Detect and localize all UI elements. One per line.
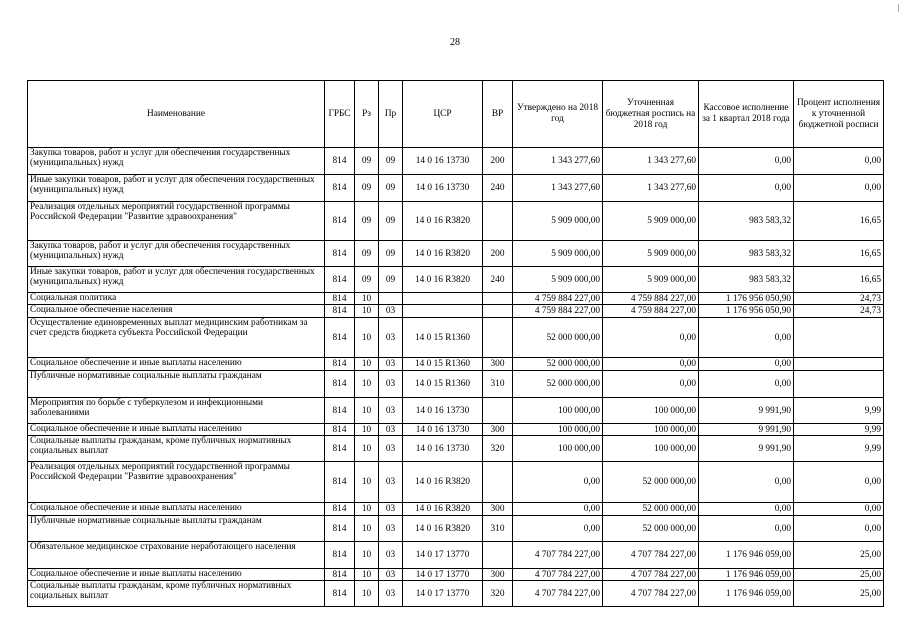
row-approved: 1 343 277,60: [513, 175, 603, 202]
table-row: [28, 581, 884, 607]
row-refined: 0,00: [603, 371, 699, 398]
row-csr: 14 0 16 R3820: [403, 241, 483, 267]
row-refined: 4 707 784 227,00: [603, 569, 699, 581]
table-row: [28, 293, 884, 305]
row-cash: 1 176 956 050,90: [699, 293, 794, 305]
row-refined: 1 343 277,60: [603, 148, 699, 175]
row-csr: 14 0 16 R3820: [403, 267, 483, 293]
row-approved: 4 707 784 227,00: [513, 581, 603, 607]
row-refined: 52 000 000,00: [603, 503, 699, 516]
row-vr: 320: [483, 436, 513, 462]
row-cash: 1 176 946 059,00: [699, 581, 794, 607]
row-percent: 0,00: [794, 148, 884, 175]
table-row: [28, 516, 884, 542]
row-name: Социальное обеспечение и иные выплаты населению: [28, 424, 325, 436]
row-percent: 0,00: [794, 503, 884, 516]
row-csr: 14 0 15 R1360: [403, 371, 483, 398]
row-percent: 16,65: [794, 202, 884, 241]
row-name: Иные закупки товаров, работ и услуг для обеспечения государственных (муниципальных) нужд: [28, 267, 325, 293]
row-vr: 310: [483, 516, 513, 542]
row-grbs: 814: [325, 267, 355, 293]
row-pr: 03: [379, 542, 403, 569]
table-row: [28, 358, 884, 371]
row-pr: 03: [379, 398, 403, 424]
row-name: Социальное обеспечение и иные выплаты населению: [28, 503, 325, 516]
row-cash: 0,00: [699, 462, 794, 503]
header-csr: ЦСР: [403, 81, 483, 148]
row-pr: 03: [379, 371, 403, 398]
row-percent: 25,00: [794, 569, 884, 581]
table-row: [28, 503, 884, 516]
row-pr: 03: [379, 424, 403, 436]
row-rz: 10: [355, 516, 379, 542]
table-row: [28, 175, 884, 202]
row-cash: 1 176 946 059,00: [699, 569, 794, 581]
row-rz: 10: [355, 542, 379, 569]
row-grbs: 814: [325, 318, 355, 358]
table-row: [28, 267, 884, 293]
row-approved: 100 000,00: [513, 424, 603, 436]
row-pr: 09: [379, 148, 403, 175]
header-cash: Кассовое исполнение за 1 квартал 2018 года: [699, 81, 794, 148]
row-approved: 100 000,00: [513, 398, 603, 424]
row-rz: 09: [355, 175, 379, 202]
row-percent: 0,00: [794, 462, 884, 503]
row-name: Мероприятия по борьбе с туберкулезом и инфекционными заболеваниями: [28, 398, 325, 424]
row-percent: 25,00: [794, 542, 884, 569]
table-row: [28, 424, 884, 436]
row-rz: 10: [355, 436, 379, 462]
row-vr: [483, 202, 513, 241]
row-rz: 10: [355, 305, 379, 318]
row-name: Социальное обеспечение и иные выплаты населению: [28, 569, 325, 581]
row-approved: 5 909 000,00: [513, 267, 603, 293]
row-name: Социальное обеспечение и иные выплаты населению: [28, 358, 325, 371]
budget-table: [27, 80, 884, 607]
row-pr: 03: [379, 569, 403, 581]
row-approved: 4 759 884 227,00: [513, 305, 603, 318]
row-refined: 4 759 884 227,00: [603, 293, 699, 305]
row-rz: 09: [355, 267, 379, 293]
row-grbs: 814: [325, 516, 355, 542]
scan-edge-mark: [898, 4, 899, 12]
row-csr: 14 0 16 13730: [403, 424, 483, 436]
row-grbs: 814: [325, 424, 355, 436]
row-vr: 300: [483, 503, 513, 516]
row-percent: 9,99: [794, 424, 884, 436]
row-percent: 0,00: [794, 175, 884, 202]
row-vr: [483, 542, 513, 569]
row-csr: 14 0 17 13770: [403, 542, 483, 569]
row-grbs: 814: [325, 148, 355, 175]
row-pr: 03: [379, 462, 403, 503]
row-rz: 10: [355, 398, 379, 424]
row-pr: 03: [379, 358, 403, 371]
row-vr: [483, 398, 513, 424]
row-refined: 5 909 000,00: [603, 267, 699, 293]
row-vr: 300: [483, 424, 513, 436]
row-cash: 9 991,90: [699, 398, 794, 424]
row-cash: 0,00: [699, 358, 794, 371]
row-vr: 300: [483, 358, 513, 371]
row-cash: 0,00: [699, 148, 794, 175]
row-cash: 983 583,32: [699, 241, 794, 267]
row-name: Социальная политика: [28, 293, 325, 305]
row-grbs: 814: [325, 371, 355, 398]
row-grbs: 814: [325, 241, 355, 267]
row-pr: 09: [379, 175, 403, 202]
row-vr: 300: [483, 569, 513, 581]
row-percent: 9,99: [794, 398, 884, 424]
row-vr: [483, 293, 513, 305]
row-vr: 200: [483, 241, 513, 267]
row-refined: 100 000,00: [603, 398, 699, 424]
row-approved: 52 000 000,00: [513, 358, 603, 371]
row-vr: 310: [483, 371, 513, 398]
row-percent: [794, 318, 884, 358]
row-cash: 1 176 956 050,90: [699, 305, 794, 318]
row-cash: 0,00: [699, 503, 794, 516]
row-csr: 14 0 15 R1360: [403, 358, 483, 371]
row-refined: 5 909 000,00: [603, 241, 699, 267]
row-approved: 1 343 277,60: [513, 148, 603, 175]
row-rz: 10: [355, 293, 379, 305]
row-csr: 14 0 16 R3820: [403, 462, 483, 503]
row-pr: [379, 293, 403, 305]
table-row: [28, 148, 884, 175]
row-approved: 4 707 784 227,00: [513, 569, 603, 581]
row-grbs: 814: [325, 542, 355, 569]
row-csr: 14 0 15 R1360: [403, 318, 483, 358]
row-approved: 5 909 000,00: [513, 241, 603, 267]
row-cash: 0,00: [699, 175, 794, 202]
row-name: Реализация отдельных мероприятий государственной программы Российской Федерации "Развитие здравоохранения": [28, 462, 325, 503]
row-grbs: 814: [325, 436, 355, 462]
row-grbs: 814: [325, 202, 355, 241]
row-vr: [483, 318, 513, 358]
table-row: [28, 398, 884, 424]
row-approved: 0,00: [513, 503, 603, 516]
row-pr: 09: [379, 202, 403, 241]
row-pr: 03: [379, 516, 403, 542]
table-row: [28, 569, 884, 581]
table-header-row: [28, 81, 884, 148]
row-refined: 100 000,00: [603, 436, 699, 462]
row-cash: 0,00: [699, 516, 794, 542]
row-name: Закупка товаров, работ и услуг для обеспечения государственных (муниципальных) нужд: [28, 241, 325, 267]
row-percent: 24,73: [794, 305, 884, 318]
table-row: [28, 305, 884, 318]
row-grbs: 814: [325, 175, 355, 202]
row-rz: 10: [355, 318, 379, 358]
row-name: Иные закупки товаров, работ и услуг для обеспечения государственных (муниципальных) нужд: [28, 175, 325, 202]
row-rz: 10: [355, 503, 379, 516]
table-row: [28, 318, 884, 358]
row-cash: 983 583,32: [699, 267, 794, 293]
header-name: Наименование: [28, 81, 325, 148]
row-name: Публичные нормативные социальные выплаты гражданам: [28, 516, 325, 542]
table-row: [28, 371, 884, 398]
row-refined: 0,00: [603, 318, 699, 358]
row-pr: 03: [379, 436, 403, 462]
row-name: Реализация отдельных мероприятий государственной программы Российской Федерации "Развитие здравоохранения": [28, 202, 325, 241]
row-cash: 983 583,32: [699, 202, 794, 241]
row-refined: 100 000,00: [603, 424, 699, 436]
row-name: Публичные нормативные социальные выплаты гражданам: [28, 371, 325, 398]
row-pr: 03: [379, 305, 403, 318]
header-vr: ВР: [483, 81, 513, 148]
row-csr: 14 0 17 13770: [403, 569, 483, 581]
row-grbs: 814: [325, 358, 355, 371]
row-refined: 52 000 000,00: [603, 516, 699, 542]
table-row: [28, 462, 884, 503]
row-grbs: 814: [325, 305, 355, 318]
row-percent: [794, 371, 884, 398]
row-rz: 10: [355, 569, 379, 581]
row-rz: 10: [355, 358, 379, 371]
row-name: Социальное обеспечение населения: [28, 305, 325, 318]
row-cash: 9 991,90: [699, 424, 794, 436]
row-percent: 16,65: [794, 267, 884, 293]
row-percent: 16,65: [794, 241, 884, 267]
row-vr: 200: [483, 148, 513, 175]
row-csr: 14 0 16 13730: [403, 175, 483, 202]
row-vr: 240: [483, 175, 513, 202]
row-name: Социальные выплаты гражданам, кроме публичных нормативных социальных выплат: [28, 581, 325, 607]
row-vr: 240: [483, 267, 513, 293]
row-rz: 10: [355, 371, 379, 398]
row-rz: 10: [355, 581, 379, 607]
row-pr: 03: [379, 503, 403, 516]
row-csr: 14 0 16 13730: [403, 148, 483, 175]
row-grbs: 814: [325, 293, 355, 305]
row-refined: 0,00: [603, 358, 699, 371]
row-approved: 4 759 884 227,00: [513, 293, 603, 305]
row-grbs: 814: [325, 398, 355, 424]
row-pr: 03: [379, 318, 403, 358]
row-cash: 1 176 946 059,00: [699, 542, 794, 569]
row-pr: 03: [379, 581, 403, 607]
row-percent: 25,00: [794, 581, 884, 607]
header-pr: Пр: [379, 81, 403, 148]
row-csr: 14 0 16 R3820: [403, 516, 483, 542]
row-rz: 09: [355, 202, 379, 241]
row-approved: 52 000 000,00: [513, 371, 603, 398]
table-row: [28, 241, 884, 267]
row-csr: 14 0 16 13730: [403, 398, 483, 424]
row-approved: 0,00: [513, 462, 603, 503]
row-rz: 09: [355, 148, 379, 175]
row-refined: 1 343 277,60: [603, 175, 699, 202]
row-name: Обязательное медицинское страхование неработающего населения: [28, 542, 325, 569]
row-approved: 5 909 000,00: [513, 202, 603, 241]
row-rz: 09: [355, 241, 379, 267]
row-name: Осуществление единовременных выплат медицинским работникам за счет средств бюджета субъекта Российской Федерации: [28, 318, 325, 358]
row-approved: 0,00: [513, 516, 603, 542]
table-row: [28, 542, 884, 569]
row-grbs: 814: [325, 462, 355, 503]
row-refined: 52 000 000,00: [603, 462, 699, 503]
row-approved: 4 707 784 227,00: [513, 542, 603, 569]
row-approved: 100 000,00: [513, 436, 603, 462]
row-vr: [483, 305, 513, 318]
header-grbs: ГРБС: [325, 81, 355, 148]
row-grbs: 814: [325, 569, 355, 581]
row-name: Закупка товаров, работ и услуг для обеспечения государственных (муниципальных) нужд: [28, 148, 325, 175]
row-csr: 14 0 17 13770: [403, 581, 483, 607]
row-pr: 09: [379, 267, 403, 293]
row-csr: [403, 305, 483, 318]
row-vr: [483, 462, 513, 503]
row-grbs: 814: [325, 503, 355, 516]
row-refined: 4 707 784 227,00: [603, 542, 699, 569]
row-refined: 4 759 884 227,00: [603, 305, 699, 318]
row-csr: [403, 293, 483, 305]
row-grbs: 814: [325, 581, 355, 607]
row-refined: 4 707 784 227,00: [603, 581, 699, 607]
row-cash: 9 991,90: [699, 436, 794, 462]
row-name: Социальные выплаты гражданам, кроме публичных нормативных социальных выплат: [28, 436, 325, 462]
table-row: [28, 202, 884, 241]
row-rz: 10: [355, 424, 379, 436]
row-rz: 10: [355, 462, 379, 503]
row-cash: 0,00: [699, 371, 794, 398]
header-approved: Утверждено на 2018 год: [513, 81, 603, 148]
table-row: [28, 436, 884, 462]
row-csr: 14 0 16 R3820: [403, 202, 483, 241]
row-pr: 09: [379, 241, 403, 267]
row-vr: 320: [483, 581, 513, 607]
page-number: 28: [450, 37, 460, 48]
row-percent: [794, 358, 884, 371]
row-percent: 9,99: [794, 436, 884, 462]
header-refined: Уточненная бюджетная роспись на 2018 год: [603, 81, 699, 148]
row-csr: 14 0 16 R3820: [403, 503, 483, 516]
row-percent: 0,00: [794, 516, 884, 542]
row-refined: 5 909 000,00: [603, 202, 699, 241]
header-rz: Рз: [355, 81, 379, 148]
header-percent: Процент исполнения к уточненной бюджетной росписи: [794, 81, 884, 148]
row-cash: 0,00: [699, 318, 794, 358]
row-percent: 24,73: [794, 293, 884, 305]
row-approved: 52 000 000,00: [513, 318, 603, 358]
row-csr: 14 0 16 13730: [403, 436, 483, 462]
